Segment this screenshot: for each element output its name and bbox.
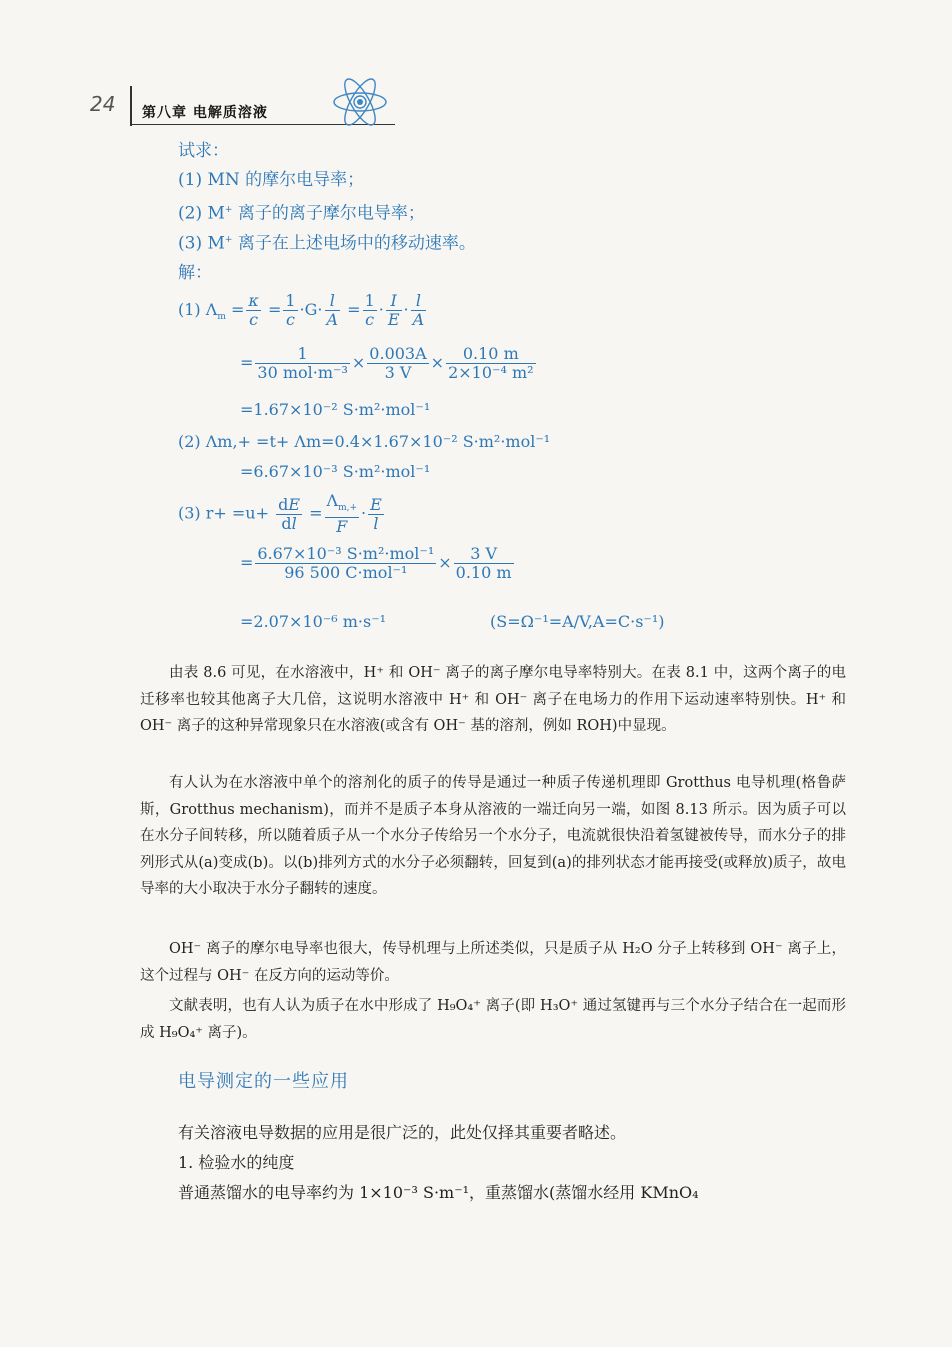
question-2: (2) M+ 离子的离子摩尔电导率； <box>178 203 425 224</box>
equation-3-result: =2.07×10⁻⁶ m·s⁻¹ <box>240 612 387 631</box>
equation-2-line-1: (2) Λm,+ =t+ Λm=0.4×1.67×10⁻² S·m²·mol⁻¹ <box>178 432 551 451</box>
equation-2-line-2: =6.67×10⁻³ S·m²·mol⁻¹ <box>240 462 431 481</box>
question-1: (1) MN 的摩尔电导率； <box>178 170 365 190</box>
question-3: (3) M+ 离子在上述电场中的移动速率。 <box>178 233 476 254</box>
problem-ask: 试求： <box>178 141 229 161</box>
section-item-1-text: 普通蒸馏水的电导率约为 1×10⁻³ S·m⁻¹，重蒸馏水(蒸馏水经用 KMnO₄ <box>178 1183 699 1202</box>
header-vertical-rule <box>130 86 132 126</box>
equation-1-line-1: (1) $\Lambda_m$ = $\frac{\kappa}{c}$ = $\frac{1}{c}$ ·G· $\frac{l}{A}$ = $\frac{1}{c}$ · $\frac{I}{E}$ · $\frac{l}{A}$ <box>178 291 425 329</box>
paragraph-4: 文献表明，也有人认为质子在水中形成了 H₉O₄⁺ 离子(即 H₃O⁺ 通过氢键再与三个水分子结合在一起而形成 H₉O₄⁺ 离子)。 <box>140 998 846 1041</box>
equation-3-line-1: (3) r+ =u+ $\frac{dE}{dl}$ = $\frac{\Lambda_{m,+}}{F}$ · $\frac{E}{l}$ <box>178 491 382 537</box>
paragraph-1: 由表 8.6 可见，在水溶液中，H⁺ 和 OH⁻ 离子的离子摩尔电导率特别大。在表 8.1 中，这两个离子的电迁移率也较其他离子大几倍，这说明水溶液中 H⁺ 和 OH⁻ 离子在电场力的作用下运动速率特别快。H⁺ 和 OH⁻ 离子的这种异常现象只在水溶液(或含有 OH⁻ 基的溶剂，例如 ROH)中显现。 <box>140 665 846 734</box>
paragraph-2: 有人认为在水溶液中单个的溶剂化的质子的传导是通过一种质子传递机理即 Grotthus 电导机理(格鲁萨斯，Grotthus mechanism)，而并不是质子本身从溶液的一端迁向另一端，如图 8.13 所示。因为质子可以在水分子间转移，所以随着质子从一个水分子传给另一个水分子，电流就很快沿着氢键被传导，而水分子的排列形式从(a)变成(b)。以(b)排列方式的水分子必须翻转，回复到(a)的排列状态才能再接受(或释放)质子，故电导率的大小取决于水分子翻转的速度。 <box>140 775 846 897</box>
section-intro: 有关溶液电导数据的应用是很广泛的，此处仅择其重要者略述。 <box>178 1123 627 1142</box>
paragraph-3: OH⁻ 离子的摩尔电导率也很大，传导机理与上所述类似，只是质子从 H₂O 分子上转移到 OH⁻ 离子上，这个过程与 OH⁻ 在反方向的运动等价。 <box>140 941 846 984</box>
atom-flower-icon <box>330 76 390 128</box>
equation-1-result: =1.67×10⁻² S·m²·mol⁻¹ <box>240 400 431 419</box>
page-number: 24 <box>90 92 116 116</box>
section-title: 电导测定的一些应用 <box>178 1071 349 1092</box>
equation-1-line-2: = $\frac{1}{\text{30 mol·m⁻³}}$ × $\frac{0.003A}{3 V}$ × $\frac{0.10 m}{\text{2×10⁻⁴ m²}}$ <box>240 344 534 382</box>
unit-note: (S=Ω⁻¹=A/V,A=C·s⁻¹) <box>490 612 665 631</box>
equation-3-line-2: = $\frac{\text{6.67×10⁻³ S·m²·mol⁻¹}}{\text{96 500 C·mol⁻¹}}$ × $\frac{3 V}{0.10 m}$ <box>240 544 512 582</box>
section-item-1: 1. 检验水的纯度 <box>178 1153 295 1172</box>
solution-label: 解： <box>178 263 212 283</box>
page-header <box>90 86 390 126</box>
chapter-title: 第八章 电解质溶液 <box>142 105 268 121</box>
